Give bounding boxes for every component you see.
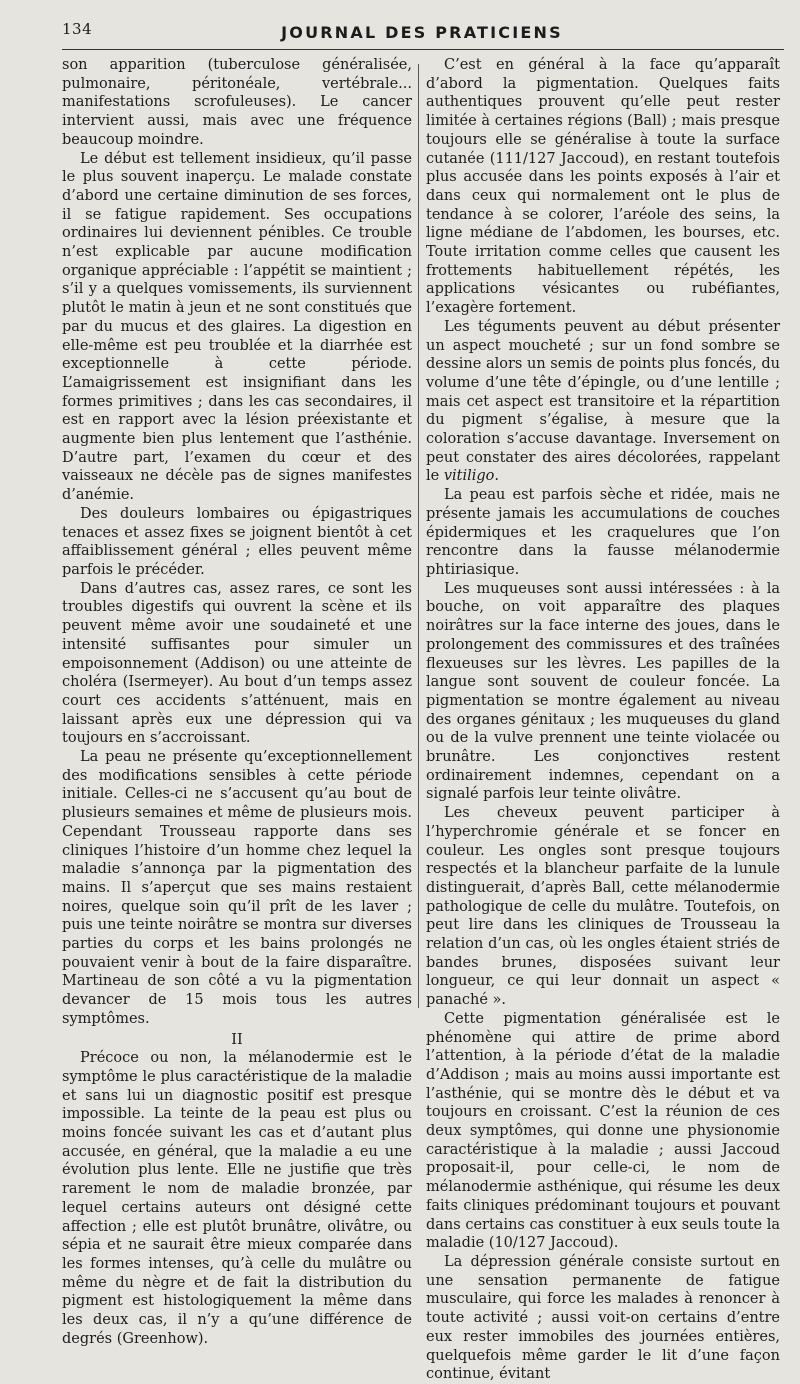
paragraph: Les cheveux peuvent participer à l’hyperchromie générale et se foncer en couleur. Les ongles sont presque toujours respectés et la blancheur parfaite de la lunule distinguerait, d’après Ball, cette mélanodermie pathologique de celle du mulâtre. Toutefois, on peut lire dans les cliniques de Trousseau la relation d’un cas, où les ongles étaient striés de bandes brunes, disposées suivant leur longueur, ce qui leur donnait un aspect « panaché ». — [426, 805, 780, 1009]
text-run: Les téguments peuvent au début présenter un aspect moucheté ; sur un fond sombre se dessine alors un semis de points plus foncés, du volume d’une tête d’épingle, ou d’une lentille ; mais cet aspect est transitoire et la répartition du pigment s’égalise, à mesure que la coloration s’accuse davantage. Inversement on peut constater des aires décolorées, rappelant le — [426, 318, 780, 485]
section-number: II — [231, 1031, 243, 1048]
paragraph: Précoce ou non, la mélanodermie est le symptôme le plus caractéristique de la maladie et sans lui un diagnostic positif est presque impossible. La teinte de la peau est plus ou moins foncée suivant les cas et d’autant plus accusée, en général, que la maladie a eu une évolution plus lente. Elle ne justifie que très rarement le nom de maladie bronzée, par lequel certains auteurs ont désigné cette affection ; elle est plutôt brunâtre, olivâtre, ou sépia et ne saurait être mieux comparée dans les formes intenses, qu’à celle du mulâtre ou même du nègre et de fait la distribution du pigment est histologiquement la même dans les deux cas, il n’y a qu’une différence de degrés (Greenhow). — [62, 1050, 412, 1347]
right-column — [426, 56, 780, 1383]
paragraph: Dans d’autres cas, assez rares, ce sont les troubles digestifs qui ouvrent la scène et ils peuvent même avoir une soudaineté et une intensité suffisantes pour simuler un empoisonnement (Addison) ou une atteinte de choléra (Isermeyer). Au bout d’un temps assez court ces accidents s’atténuent, mais en laissant après eux une dépression qui va toujours en s’accroissant. — [62, 580, 412, 747]
paragraph: Cette pigmentation généralisée est le phénomène qui attire de prime abord l’attention, à la période d’état de la maladie d’Addison ; mais au moins aussi importante est l’asthénie, qui se montre dès le début et va toujours en croissant. C’est la réunion de ces deux symptômes, qui donne une physionomie caractéristique à la maladie ; aussi Jaccoud proposait-il, pour celle-ci, le nom de mélanodermie asthénique, qui résume les deux faits cliniques prédominant toujours et pouvant dans certains cas constituer à eux seuls toute la maladie (10/127 Jaccoud). — [426, 1010, 780, 1252]
page-header — [62, 18, 782, 46]
page-number: 134 — [62, 20, 93, 38]
italic-term: vitiligo — [443, 468, 495, 485]
paragraph: Des douleurs lombaires ou épigastriques tenaces et assez fixes se joignent bientôt à cet affaiblissement général ; elles peuvent même parfois le précéder. — [62, 505, 412, 578]
paragraph: son apparition (tuberculose généralisée, pulmonaire, péritonéale, vertébrale... manifestations scrofuleuses). Le cancer intervient aussi, mais avec une fréquence beaucoup moindre. — [62, 57, 412, 148]
paragraph: C’est en général à la face qu’apparaît d’abord la pigmentation. Quelques faits authentiques prouvent qu’elle peut rester limitée à certaines régions (Ball) ; mais presque toujours elle se généralise à toute la surface cutanée (111/127 Jaccoud), en restant toutefois plus accusée dans les points exposés à l’air et dans ceux qui normalement ont le plus de tendance à se colorer, l’aréole des seins, la ligne médiane de l’abdomen, les bourses, etc. Toute irritation comme celles que causent les frottements habituellement répétés, les applications vésicantes ou rubéfiantes, l’exagère fortement. — [426, 57, 780, 317]
paragraph: Le début est tellement insidieux, qu’il passe le plus souvent inaperçu. Le malade constate d’abord une certaine diminution de ses forces, il se fatigue rapidement. Ses occupations ordinaires lui deviennent pénibles. Ce trouble n’est explicable par aucune modification organique appréciable : l’appétit se maintient ; s’il y a quelques vomissements, ils surviennent plutôt le matin à jeun et ne sont constitués que par du mucus et des glaires. La digestion en elle-même est peu troublée et la diarrhée est exceptionnelle à cette période. L’amaigrissement est insignifiant dans les formes primitives ; dans les cas secondaires, il est en rapport avec la lésion préexistante et augmente bien plus lentement que l’asthénie. D’autre part, l’examen du cœur et des vaisseaux ne décèle pas de signes manifestes d’anémie. — [62, 150, 412, 504]
paragraph: La peau est parfois sèche et ridée, mais ne présente jamais les accumulations de couches épidermiques et les craquelures que l’on rencontre dans la fausse mélanodermie phtiriasique. — [426, 487, 780, 578]
running-title: JOURNAL DES PRATICIENS — [281, 22, 563, 42]
left-column — [62, 56, 412, 1347]
paragraph: La dépression générale consiste surtout en une sensation permanente de fatigue musculaire, qui force les malades à renoncer à toute activité ; aussi voit-on certains d’entre eux rester immobiles des journées entières, quelquefois même garder le lit d’une façon continue, évitant — [426, 1254, 780, 1383]
text-run: . — [494, 468, 500, 485]
paragraph: La peau ne présente qu’exceptionnellement des modifications sensibles à cette période initiale. Celles-ci ne s’accusent qu’au bout de plusieurs semaines et même de plusieurs mois. Cependant Trousseau rapporte dans ses cliniques l’histoire d’un homme chez lequel la maladie s’annonça par la pigmentation des mains. Il s’aperçut que ses mains restaient noires, quelque soin qu’il prît de les laver ; puis une teinte noirâtre se montra sur diverses parties du corps et les bains prolongés ne pouvaient venir à bout de la faire disparaître. Martineau de son côté a vu la pigmentation devancer de 15 mois tous les autres symptômes. — [62, 749, 412, 1027]
column-divider — [418, 64, 419, 1008]
header-rule — [62, 49, 784, 50]
paragraph — [426, 318, 780, 486]
paragraph: Les muqueuses sont aussi intéressées : à la bouche, on voit apparaître des plaques noirâtres sur la face interne des joues, dans le prolongement des commissures et des traînées flexueuses sur les lèvres. Les papilles de la langue sont souvent de couleur foncée. La pigmentation se montre également au niveau des organes génitaux ; les muqueuses du gland ou de la vulve prennent une teinte violacée ou brunâtre. Les conjonctives restent ordinairement indemnes, cependant on a signalé parfois leur teinte olivâtre. — [426, 580, 780, 803]
